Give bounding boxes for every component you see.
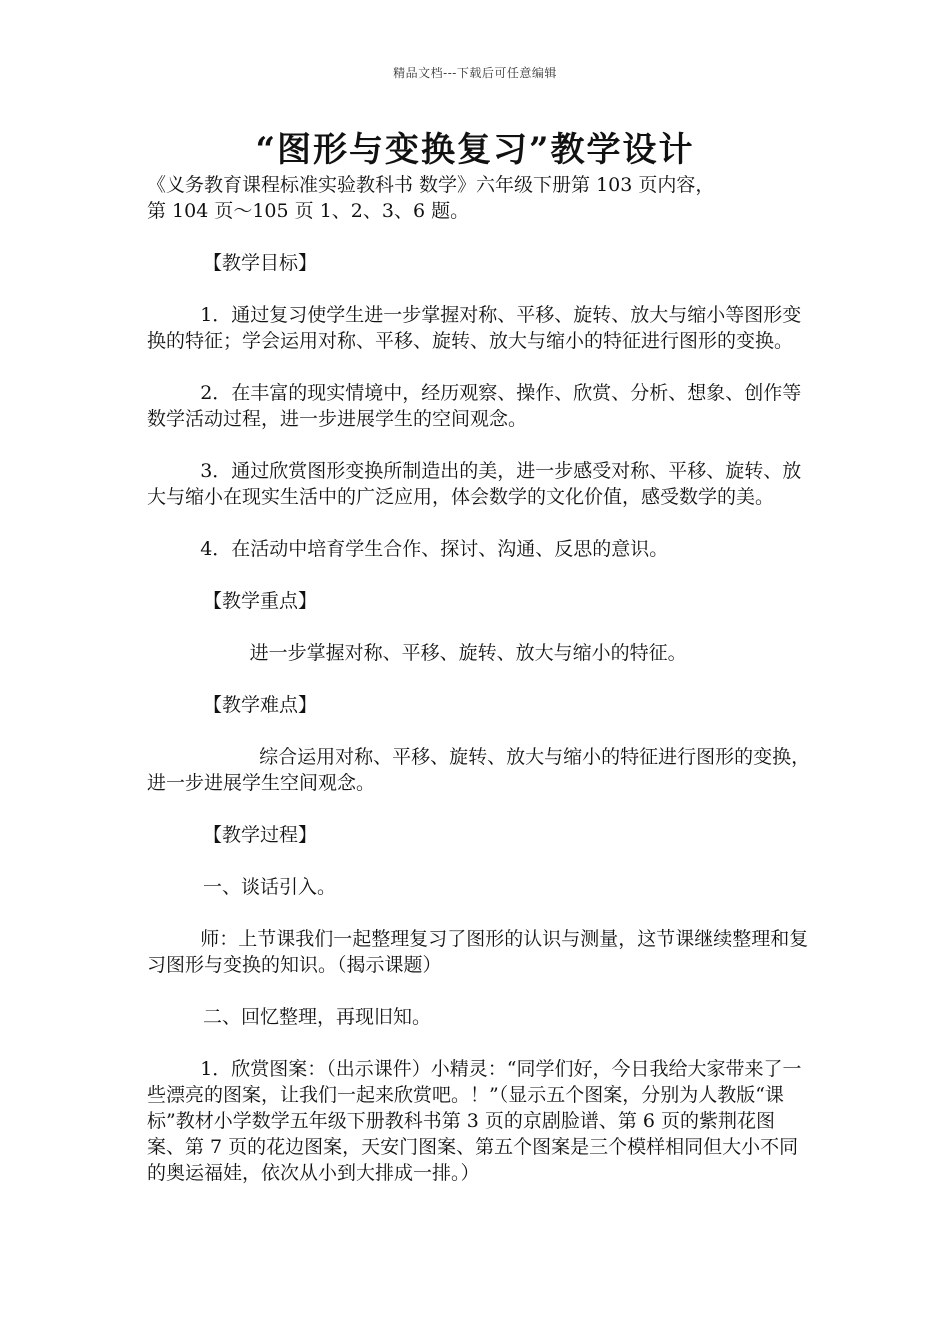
step1-text: 师：上节课我们一起整理复习了图形的认识与测量，这节课继续整理和复习图形与变换的知识。（揭示课题） — [147, 928, 809, 976]
difficulty-heading: 【教学难点】 — [203, 694, 318, 716]
header-note: 精品文档---下载后可任意编辑 — [393, 66, 557, 80]
step2-text: 1．欣赏图案：（出示课件）小精灵：“同学们好，今日我给大家带来了一些漂亮的图案，让我们一起来欣赏吧。！”（显示五个图案，分别为人教版“课标”教材小学数学五年级下册教科书第 3 页的京剧脸谱、第 6 页的紫荆花图案、第 7 页的花边图案，天安门图案、第五个图案是三个模样相同但大小不同的奥运福娃，依次从小到大排成一排。） — [147, 1058, 802, 1184]
key-heading: 【教学重点】 — [203, 590, 318, 612]
step1-title: 一、谈话引入。 — [203, 876, 337, 898]
document-title: “图形与变换复习”教学设计 — [255, 130, 695, 170]
source-line-1: 《义务教育课程标准实验教科书 数学》六年级下册第 103 页内容， — [147, 174, 715, 196]
document-body — [147, 172, 812, 1186]
goal-4: 4．在活动中培育学生合作、探讨、沟通、反思的意识。 — [200, 538, 669, 560]
goal-2: 2．在丰富的现实情境中，经历观察、操作、欣赏、分析、想象、创作等数学活动过程，进一步进展学生的空间观念。 — [147, 382, 802, 430]
key-text: 进一步掌握对称、平移、旋转、放大与缩小的特征。 — [249, 642, 687, 664]
source-line-2: 第 104 页～105 页 1、2、3、6 题。 — [147, 200, 470, 222]
goal-1: 1．通过复习使学生进一步掌握对称、平移、旋转、放大与缩小等图形变换的特征；学会运用对称、平移、旋转、放大与缩小的特征进行图形的变换。 — [147, 304, 802, 352]
goal-3: 3．通过欣赏图形变换所制造出的美，进一步感受对称、平移、旋转、放大与缩小在现实生活中的广泛应用，体会数学的文化价值，感受数学的美。 — [147, 460, 802, 508]
difficulty-text: 综合运用对称、平移、旋转、放大与缩小的特征进行图形的变换，进一步进展学生空间观念。 — [147, 746, 811, 794]
step2-title: 二、回忆整理，再现旧知。 — [203, 1006, 432, 1028]
goals-heading: 【教学目标】 — [203, 252, 318, 274]
process-heading: 【教学过程】 — [203, 824, 318, 846]
